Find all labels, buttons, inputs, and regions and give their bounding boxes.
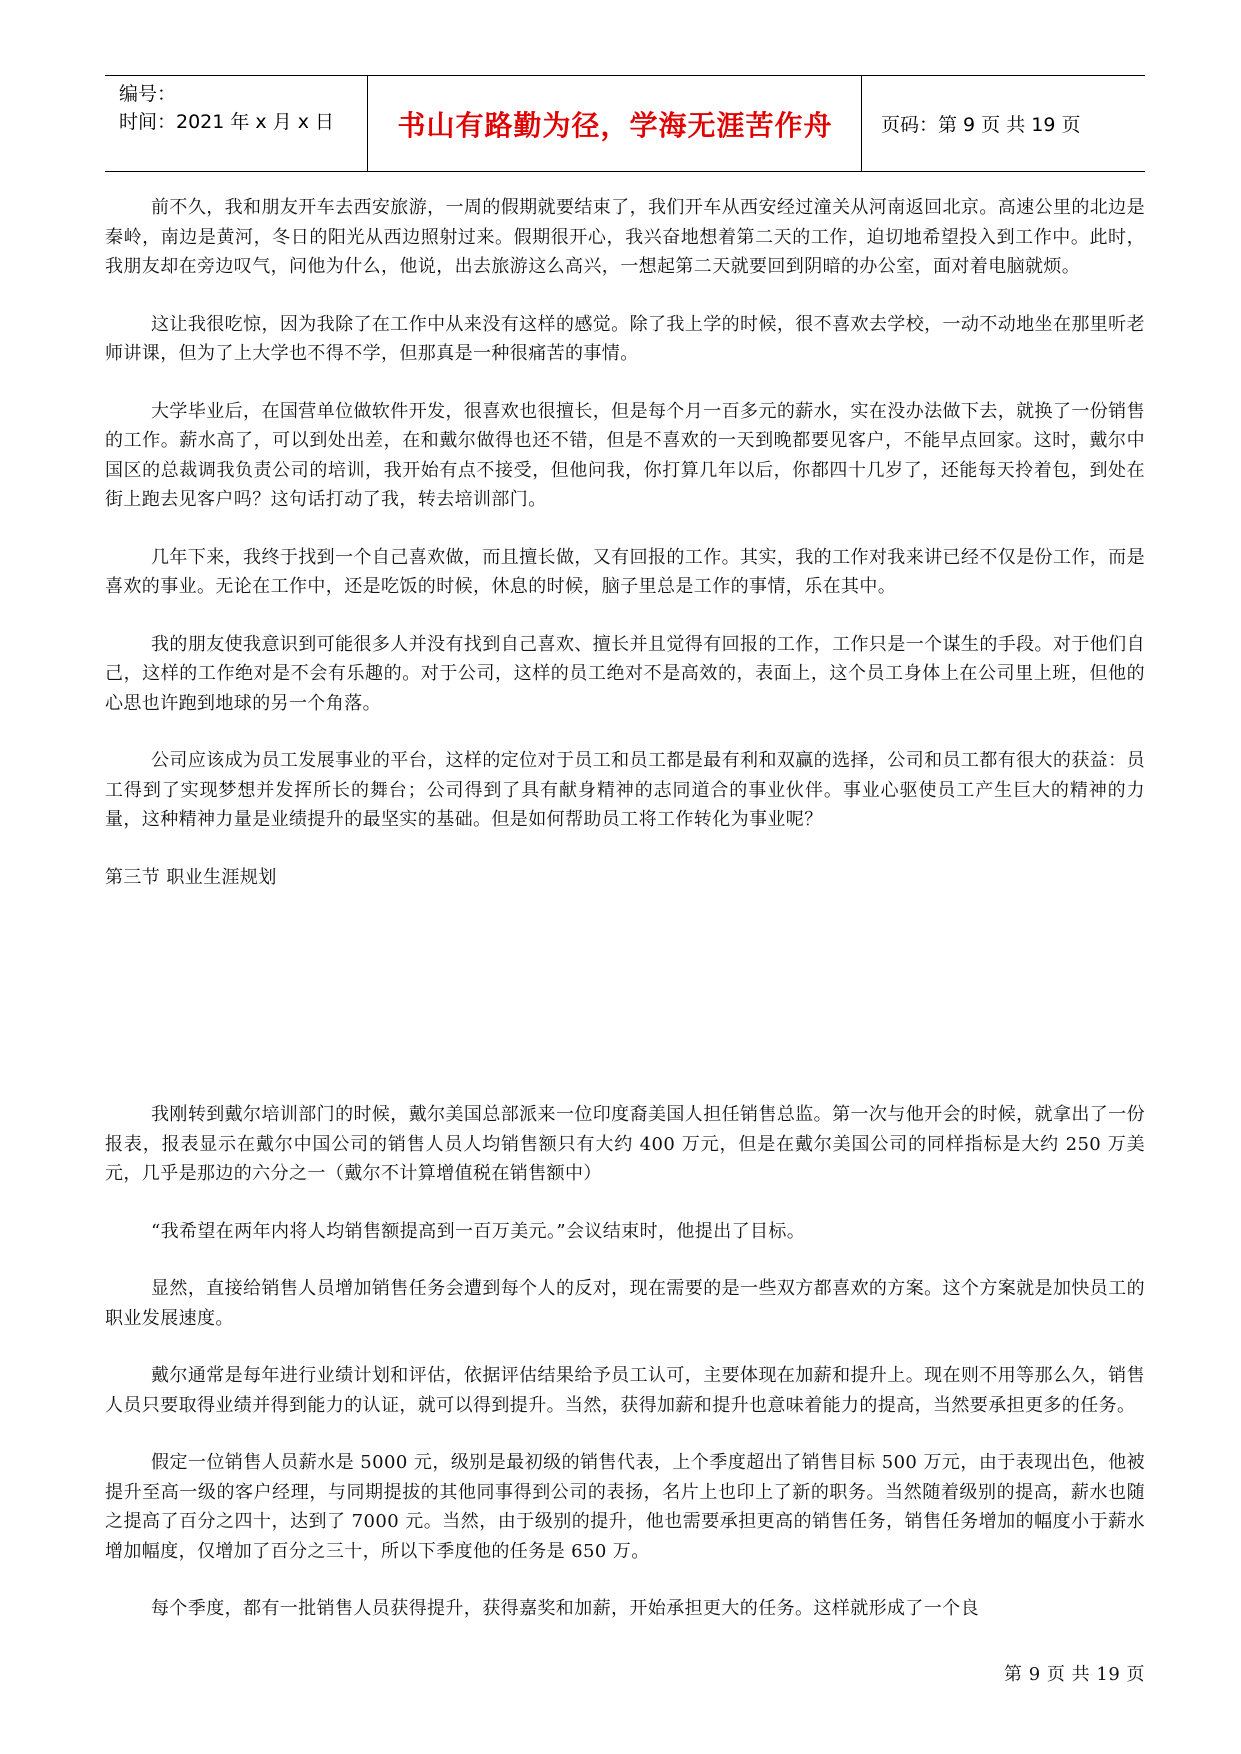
header-middle-cell	[369, 76, 862, 171]
paragraph: 几年下来，我终于找到一个自己喜欢做，而且擅长做，又有回报的工作。其实，我的工作对我来讲已经不仅是份工作，而是喜欢的事业。无论在工作中，还是吃饭的时候，休息的时候，脑子里总是工作的事情，乐在其中。	[105, 546, 1145, 597]
paragraph: 戴尔通常是每年进行业绩计划和评估，依据评估结果给予员工认可，主要体现在加薪和提升上。现在则不用等那么久，销售人员只要取得业绩并得到能力的认证，就可以得到提升。当然，获得加薪和提升也意味着能力的提高，当然要承担更多的任务。	[105, 1365, 1145, 1416]
section-title: 第三节 职业生涯规划	[105, 866, 277, 888]
body-text-block-1	[105, 193, 1145, 892]
paragraph: 假定一位销售人员薪水是 5000 元，级别是最初级的销售代表，上个季度超出了销售目标 500 万元，由于表现出色，他被提升至高一级的客户经理，与同期提拔的其他同事得到公司的表扬，名片上也印上了新的职务。当然随着级别的提高，薪水也随之提高了百分之四十，达到了 7000 元。当然，由于级别的提升，他也需要承担更高的销售任务，销售任务增加的幅度小于薪水增加幅度，仅增加了百分之三十，所以下季度他的任务是 650 万。	[105, 1452, 1145, 1562]
header-motto: 书山有路勤为径，学海无涯苦作舟	[397, 109, 833, 142]
paragraph: 前不久，我和朋友开车去西安旅游，一周的假期就要结束了，我们开车从西安经过潼关从河南返回北京。高速公里的北边是秦岭，南边是黄河，冬日的阳光从西边照射过来。假期很开心，我兴奋地想着第二天的工作，迫切地希望投入到工作中。此时，我朋友却在旁边叹气，问他为什么，他说，出去旅游这么高兴，一想起第二天就要回到阴暗的办公室，面对着电脑就烦。	[105, 197, 1145, 277]
document-number-label: 编号：	[119, 83, 177, 105]
document-time-label: 时间：2021 年 x 月 x 日	[119, 111, 335, 133]
paragraph: 每个季度，都有一批销售人员获得提升，获得嘉奖和加薪，开始承担更大的任务。这样就形成了一个良	[151, 1598, 979, 1619]
paragraph: 显然，直接给销售人员增加销售任务会遭到每个人的反对，现在需要的是一些双方都喜欢的方案。这个方案就是加快员工的职业发展速度。	[105, 1278, 1145, 1329]
header-page-number: 页码：第 9 页 共 19 页	[881, 114, 1081, 136]
page-header	[105, 75, 1145, 172]
page-footer: 第 9 页 共 19 页	[1004, 1664, 1145, 1685]
paragraph: 公司应该成为员工发展事业的平台，这样的定位对于员工和员工都是最有利和双赢的选择，公司和员工都有很大的获益：员工得到了实现梦想并发挥所长的舞台；公司得到了具有献身精神的志同道合的事业伙伴。事业心驱使员工产生巨大的精神的力量，这种精神力量是业绩提升的最坚实的基础。但是如何帮助员工将工作转化为事业呢？	[105, 750, 1145, 830]
paragraph: 这让我很吃惊，因为我除了在工作中从来没有这样的感觉。除了我上学的时候，很不喜欢去学校，一动不动地坐在那里听老师讲课，但为了上大学也不得不学，但那真是一种很痛苦的事情。	[105, 313, 1145, 364]
paragraph: 我刚转到戴尔培训部门的时候，戴尔美国总部派来一位印度裔美国人担任销售总监。第一次与他开会的时候，就拿出了一份报表，报表显示在戴尔中国公司的销售人员人均销售额只有大约 400 万元，但是在戴尔美国公司的同样指标是大约 250 万美元，几乎是那边的六分之一（戴尔不计算增值税在销售额中）	[105, 1104, 1145, 1184]
paragraph: “我希望在两年内将人均销售额提高到一百万美元。”会议结束时，他提出了目标。	[151, 1220, 806, 1242]
paragraph: 我的朋友使我意识到可能很多人并没有找到自己喜欢、擅长并且觉得有回报的工作，工作只是一个谋生的手段。对于他们自己，这样的工作绝对是不会有乐趣的。对于公司，这样的员工绝对不是高效的，表面上，这个员工身体上在公司里上班，但他的心思也许跑到地球的另一个角落。	[105, 633, 1145, 714]
header-left-cell	[105, 76, 368, 171]
header-right-cell	[863, 76, 1145, 171]
body-text-block-2	[105, 1100, 1145, 1652]
paragraph: 大学毕业后，在国营单位做软件开发，很喜欢也很擅长，但是每个月一百多元的薪水，实在没办法做下去，就换了一份销售的工作。薪水高了，可以到处出差，在和戴尔做得也还不错，但是不喜欢的一天到晚都要见客户，不能早点回家。这时，戴尔中国区的总裁调我负责公司的培训，我开始有点不接受，但他问我，你打算几年以后，你都四十几岁了，还能每天拎着包，到处在街上跑去见客户吗？这句话打动了我，转去培训部门。	[105, 400, 1145, 510]
